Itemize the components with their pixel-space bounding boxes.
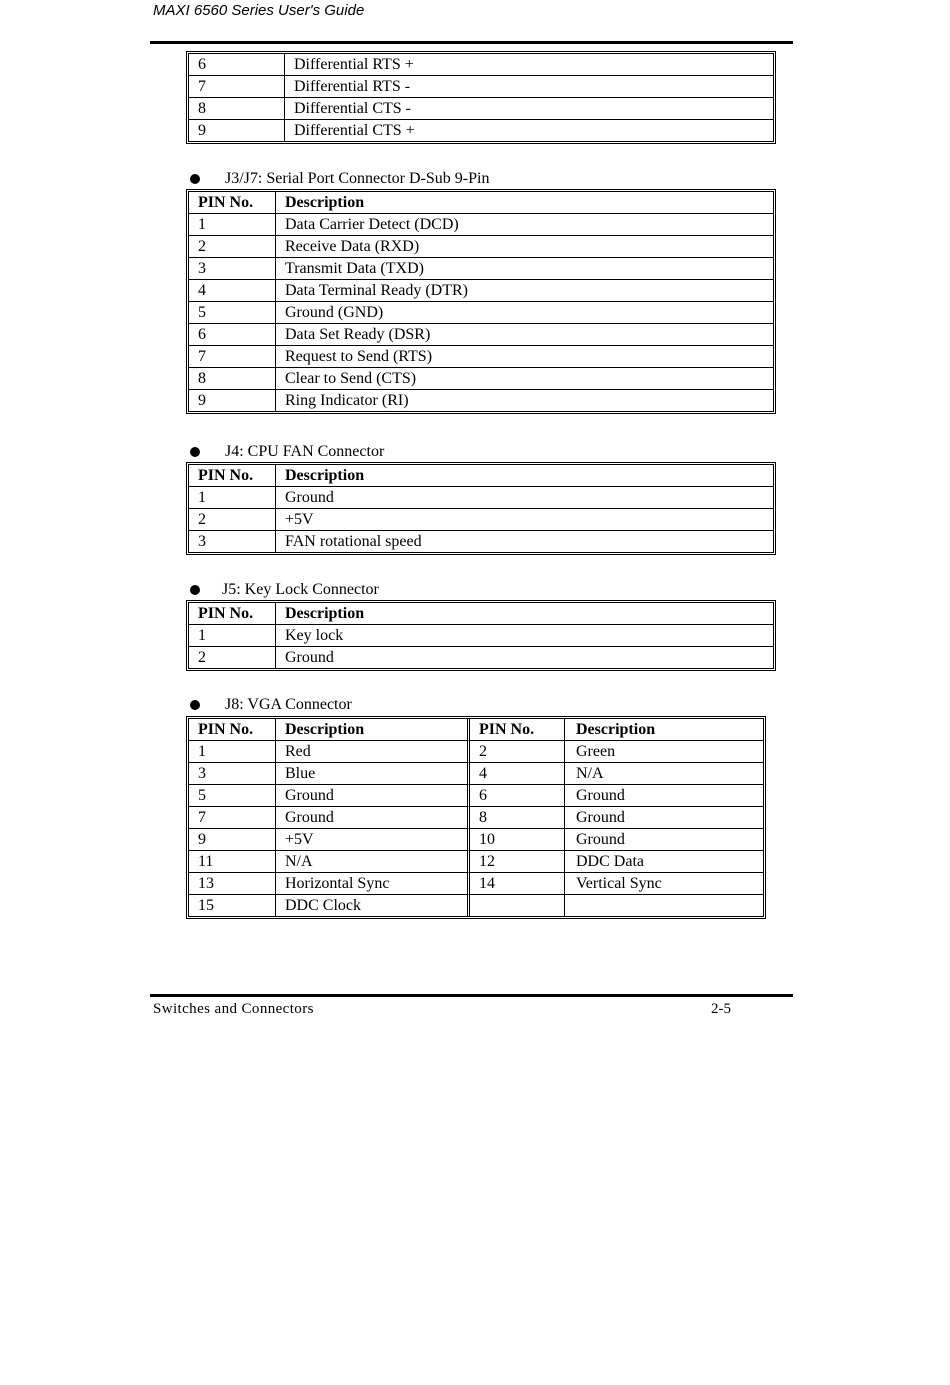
section-title: J5: Key Lock Connector	[222, 581, 379, 598]
pin-description: Differential CTS -	[285, 98, 773, 120]
pin-number: 5	[189, 785, 276, 807]
table-header-row	[189, 192, 773, 214]
section-heading-j3	[190, 169, 590, 189]
table-row	[189, 647, 773, 668]
pin-number: 2	[189, 236, 276, 258]
pin-number: 1	[189, 214, 276, 236]
pin-number: 8	[470, 807, 565, 829]
pin-description: Request to Send (RTS)	[276, 346, 773, 368]
column-header-description: Description	[565, 719, 763, 741]
pin-number: 1	[189, 741, 276, 763]
bullet-icon	[190, 174, 200, 184]
pin-number: 8	[189, 98, 285, 120]
bullet-icon	[190, 447, 200, 457]
pin-description: Ground	[276, 487, 773, 509]
table-row	[189, 785, 763, 807]
table-row	[189, 346, 773, 368]
table-row	[189, 258, 773, 280]
header-rule	[150, 41, 793, 44]
pin-description: +5V	[276, 509, 773, 531]
pin-number: 1	[189, 625, 276, 647]
section-title: J4: CPU FAN Connector	[225, 443, 385, 460]
pin-description: DDC Clock	[276, 895, 470, 916]
pin-number: 5	[189, 302, 276, 324]
pin-number: 15	[189, 895, 276, 916]
pin-number: 2	[470, 741, 565, 763]
pin-number: 7	[189, 807, 276, 829]
pin-description: Receive Data (RXD)	[276, 236, 773, 258]
pin-description: Ground	[285, 649, 334, 666]
vga-pin-table	[186, 716, 766, 919]
bullet-icon	[190, 585, 200, 595]
pin-number: 2	[189, 509, 276, 531]
bullet-icon	[190, 700, 200, 710]
pin-description: Ground	[565, 829, 763, 851]
pin-number: 11	[189, 851, 276, 873]
pin-number: 9	[189, 120, 285, 141]
table-row	[189, 851, 763, 873]
table-header-row	[189, 465, 773, 487]
pin-number: 1	[189, 487, 276, 509]
column-header-pin: PIN No.	[189, 719, 276, 741]
pin-description	[565, 895, 763, 916]
pin-description: N/A	[565, 763, 763, 785]
table-row	[189, 236, 773, 258]
table-row	[189, 214, 773, 236]
pin-description: Horizontal Sync	[276, 873, 470, 895]
pin-description: +5V	[276, 829, 470, 851]
table-row	[189, 98, 773, 120]
pin-number: 3	[189, 763, 276, 785]
pin-number: 10	[470, 829, 565, 851]
pin-description: Ground	[565, 785, 763, 807]
page-header-title: MAXI 6560 Series User's Guide	[153, 2, 365, 19]
pin-description: Differential RTS +	[285, 54, 773, 76]
pin-description: Green	[565, 741, 763, 763]
table-row	[189, 829, 763, 851]
section-heading-j5	[190, 580, 590, 600]
section-title: J3/J7: Serial Port Connector D-Sub 9-Pin	[225, 170, 490, 187]
table-header-row	[189, 719, 763, 741]
pin-number: 9	[189, 390, 276, 411]
pin-description: Data Terminal Ready (DTR)	[276, 280, 773, 302]
table-row	[189, 120, 773, 141]
table-row	[189, 54, 773, 76]
section-title: J8: VGA Connector	[225, 696, 352, 713]
column-header-description: Description	[276, 603, 773, 625]
pin-description: Ground	[565, 807, 763, 829]
cpu-fan-pin-table	[186, 462, 776, 555]
pin-description: Red	[276, 741, 470, 763]
footer-rule	[150, 994, 793, 997]
pin-number	[470, 895, 565, 916]
page-number: 2-5	[711, 1001, 731, 1017]
pin-description: Ground (GND)	[276, 302, 773, 324]
table-row	[189, 625, 773, 647]
table-row	[189, 807, 763, 829]
pin-number: 3	[189, 531, 276, 552]
pin-number: 8	[189, 368, 276, 390]
pin-description: N/A	[276, 851, 470, 873]
pin-description: Data Carrier Detect (DCD)	[276, 214, 773, 236]
pin-number: 9	[189, 829, 276, 851]
continued-pin-table	[186, 51, 776, 144]
pin-number: 6	[470, 785, 565, 807]
pin-description: Differential CTS +	[294, 122, 415, 139]
column-header-pin: PIN No.	[189, 192, 276, 214]
table-row	[189, 531, 773, 552]
pin-description: Differential RTS -	[285, 76, 773, 98]
pin-description: Transmit Data (TXD)	[276, 258, 773, 280]
table-row	[189, 873, 763, 895]
footer-section-title: Switches and Connectors	[153, 1001, 314, 1017]
pin-description: DDC Data	[565, 851, 763, 873]
table-row	[189, 280, 773, 302]
table-header-row	[189, 603, 773, 625]
table-row	[189, 487, 773, 509]
pin-number: 6	[189, 54, 285, 76]
pin-number: 14	[470, 873, 565, 895]
table-row	[189, 302, 773, 324]
pin-description: Key lock	[276, 625, 773, 647]
pin-number: 4	[470, 763, 565, 785]
pin-number: 12	[470, 851, 565, 873]
serial-port-pin-table	[186, 189, 776, 414]
pin-description: Ground	[276, 785, 470, 807]
column-header-pin: PIN No.	[470, 719, 565, 741]
table-row	[189, 368, 773, 390]
key-lock-pin-table	[186, 600, 776, 671]
pin-number: 7	[189, 346, 276, 368]
pin-number: 3	[189, 258, 276, 280]
pin-number: 6	[189, 324, 276, 346]
table-row	[189, 76, 773, 98]
pin-number: 4	[189, 280, 276, 302]
pin-number: 2	[189, 647, 276, 668]
pin-description: Blue	[276, 763, 470, 785]
column-header-description: Description	[276, 719, 470, 741]
pin-description: Ring Indicator (RI)	[285, 392, 409, 409]
pin-description: Data Set Ready (DSR)	[276, 324, 773, 346]
table-row	[189, 509, 773, 531]
table-row	[189, 763, 763, 785]
pin-number: 7	[189, 76, 285, 98]
column-header-pin: PIN No.	[189, 603, 276, 625]
column-header-description: Description	[276, 465, 773, 487]
section-heading-j8	[190, 695, 590, 715]
column-header-description: Description	[276, 192, 773, 214]
table-row	[189, 390, 773, 411]
table-row	[189, 895, 763, 916]
pin-number: 13	[189, 873, 276, 895]
pin-description: FAN rotational speed	[285, 533, 422, 550]
table-row	[189, 741, 763, 763]
pin-description: Clear to Send (CTS)	[276, 368, 773, 390]
section-heading-j4	[190, 442, 590, 462]
table-row	[189, 324, 773, 346]
column-header-pin: PIN No.	[189, 465, 276, 487]
pin-description: Ground	[276, 807, 470, 829]
pin-description: Vertical Sync	[565, 873, 763, 895]
